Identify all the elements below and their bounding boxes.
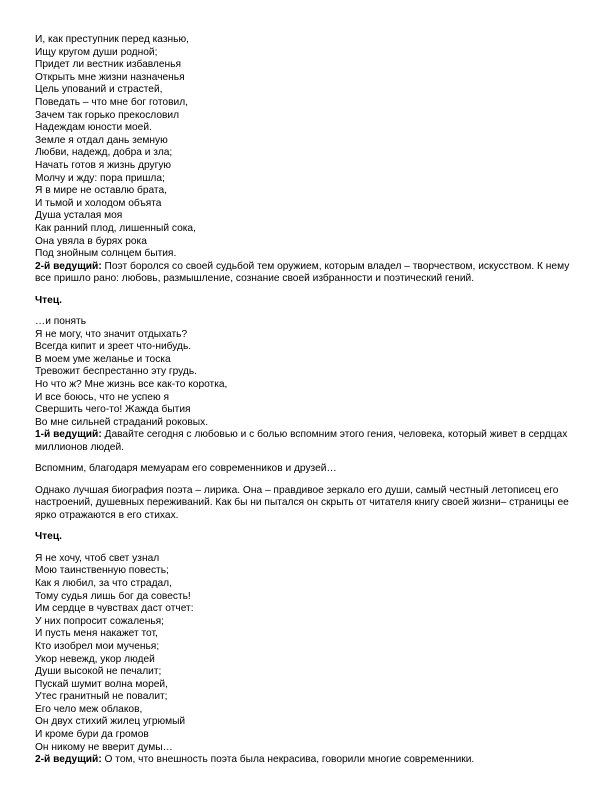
- poem-line: Открыть мне жизни назначенья: [35, 71, 185, 83]
- speaker-label: 2-й ведущий:: [35, 754, 102, 766]
- poem-line: Укор невежд, укор людей: [35, 653, 155, 665]
- speech-host-2-b: [35, 754, 580, 767]
- poem-3: [35, 553, 580, 755]
- reader-heading: Чтец.: [35, 531, 62, 543]
- poem-line: У них попросит сожаленья;: [35, 615, 164, 627]
- poem-line: Начать готов я жизнь другую: [35, 159, 172, 171]
- poem-line: Тревожит беспрестанно эту грудь.: [35, 366, 198, 378]
- poem-line: И тьмой и холодом объята: [35, 197, 162, 209]
- poem-line: Его чело меж облаков,: [35, 703, 143, 715]
- speech-host-1: [35, 429, 580, 454]
- poem-line: И пусть меня накажет тот,: [35, 628, 158, 640]
- poem-line: Всегда кипит и зреет что-нибудь.: [35, 341, 192, 353]
- document-page: [35, 34, 580, 767]
- poem-line: Надеждам юности моей.: [35, 122, 152, 134]
- poem-line: Молчу и жду: пора пришла;: [35, 172, 165, 184]
- poem-line: Любви, надежд, добра и зла;: [35, 147, 173, 159]
- poem-line: Им сердце в чувствах даст отчет:: [35, 603, 194, 615]
- poem-line: Кто изобрел мои мученья;: [35, 640, 160, 652]
- poem-line: В моем уме желанье и тоска: [35, 353, 171, 365]
- poem-line: Зачем так горько прекословил: [35, 109, 180, 121]
- poem-line: Он двух стихий жилец угрюмый: [35, 716, 186, 728]
- paragraph-biography: Однако лучшая биография поэта – лирика. Она – правдивое зеркало его души, самый честный летописец его настроений, душевных переживаний. Как бы ни пытался он скрыть от читателя книгу своей жизни– страницы ее ярко отражаются в его стихах.: [35, 484, 569, 521]
- speech-host-2-a: [35, 261, 580, 286]
- poem-line: Как я любил, за что страдал,: [35, 577, 172, 589]
- speech-text: Давайте сегодня с любовью и с болью вспомним этого гения, человека, который живет в сердцах миллионов людей.: [35, 429, 568, 453]
- poem-2: [35, 316, 580, 429]
- poem-line: И все боюсь, что не успею я: [35, 391, 169, 403]
- poem-line: Земле я отдал дань земную: [35, 134, 168, 146]
- speech-text: О том, что внешность поэта была некрасива, говорили многие современники.: [101, 754, 475, 766]
- poem-line: Ищу кругом души родной;: [35, 46, 158, 58]
- poem-line: Мою таинственную повесть;: [35, 565, 169, 577]
- speech-text: Поэт боролся со своей судьбой тем оружием, которым владел – творчеством, искусством. К нему все пришло рано: любовь, размышление, сознание своей избранности и поэтический гений.: [35, 260, 570, 285]
- poem-line: Цель упований и страстей,: [35, 84, 163, 96]
- poem-line: Но что ж? Мне жизнь все как-то коротка,: [35, 379, 228, 391]
- poem-line: Во мне сильней страданий роковых.: [35, 416, 209, 428]
- speaker-label: 1-й ведущий:: [35, 429, 102, 441]
- paragraph-remember: Вспомним, благодаря мемуарам его современников и друзей…: [35, 463, 337, 475]
- poem-line: Я в мире не оставлю брата,: [35, 185, 167, 197]
- poem-line: Я не могу, что значит отдыхать?: [35, 328, 188, 340]
- poem-line: Как ранний плод, лишенный сока,: [35, 222, 196, 234]
- speaker-label: 2-й ведущий:: [35, 260, 102, 272]
- poem-line: Утес гранитный не повалит;: [35, 691, 168, 703]
- poem-line: Я не хочу, чтоб свет узнал: [35, 552, 160, 564]
- poem-line: Души высокой не печалит;: [35, 666, 162, 678]
- poem-line: И кроме бури да громов: [35, 729, 149, 741]
- poem-line: Пускай шумит волна морей,: [35, 678, 168, 690]
- poem-line: Тому судья лишь бог да совесть!: [35, 590, 191, 602]
- poem-line: И, как преступник перед казнью,: [35, 34, 189, 45]
- poem-line: Она увяла в бурях рока: [35, 235, 147, 247]
- reader-heading: Чтец.: [35, 294, 62, 306]
- poem-line: Поведать – что мне бог готовил,: [35, 96, 188, 108]
- poem-line: …и понять: [35, 316, 87, 328]
- poem-line: Душа усталая моя: [35, 210, 123, 222]
- poem-line: Под знойным солнцем бытия.: [35, 248, 177, 260]
- poem-line: Он никому не вверит думы…: [35, 741, 173, 753]
- poem-line: Придет ли вестник избавленья: [35, 59, 181, 71]
- poem-1: [35, 34, 580, 261]
- poem-line: Свершить чего-то! Жажда бытия: [35, 404, 191, 416]
